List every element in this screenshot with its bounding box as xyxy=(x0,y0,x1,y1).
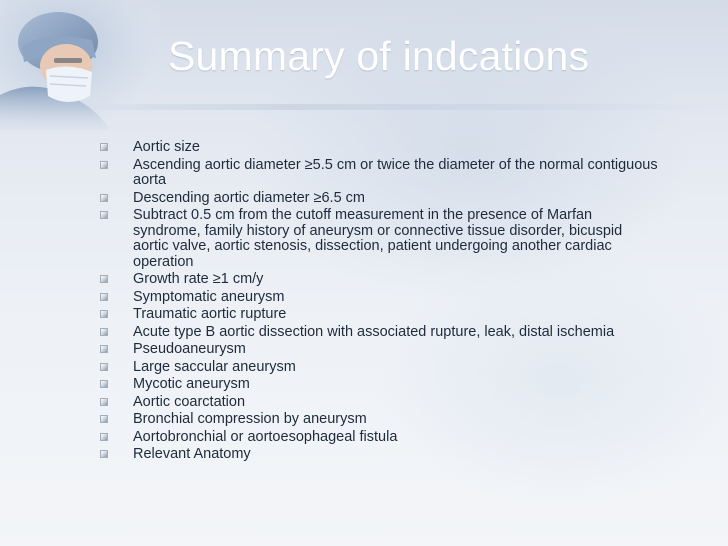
bullet-list xyxy=(98,140,658,465)
square-bullet-icon xyxy=(100,433,108,441)
list-item xyxy=(98,158,658,189)
square-bullet-icon xyxy=(100,345,108,353)
list-item xyxy=(98,377,658,393)
list-item xyxy=(98,360,658,376)
square-bullet-icon xyxy=(100,415,108,423)
bullet-text: Aortic coarctation xyxy=(133,393,246,410)
bullet-text: Mycotic aneurysm xyxy=(133,376,250,392)
bullet-text: Bronchial compression by aneurysm xyxy=(133,411,367,427)
bullet-text: Descending aortic diameter ≥6.5 cm xyxy=(133,189,366,206)
list-item xyxy=(98,395,658,411)
list-item xyxy=(98,325,658,341)
square-bullet-icon xyxy=(100,194,108,202)
list-item xyxy=(98,140,658,156)
slide-title: Summary of indcations xyxy=(168,33,590,79)
list-item xyxy=(98,272,658,288)
square-bullet-icon xyxy=(100,143,108,151)
list-item xyxy=(98,342,658,358)
square-bullet-icon xyxy=(100,310,108,318)
square-bullet-icon xyxy=(100,398,108,406)
square-bullet-icon xyxy=(100,161,108,169)
list-item xyxy=(98,290,658,306)
bullet-text: Pseudoaneurysm xyxy=(133,341,246,357)
bullet-text: Growth rate ≥1 cm/y xyxy=(133,271,264,287)
list-item xyxy=(98,430,658,446)
bullet-text: Subtract 0.5 cm from the cutoff measurement in the presence of Marfan syndrome, family history of aneurysm or connective tissue disorder, bicuspid aortic valve, aortic stenosis, dissection, patient undergoing another cardiac operation xyxy=(133,207,623,270)
square-bullet-icon xyxy=(100,380,108,388)
bullet-text: Large saccular aneurysm xyxy=(133,358,296,375)
square-bullet-icon xyxy=(100,363,108,371)
bullet-text: Traumatic aortic rupture xyxy=(133,306,287,322)
list-item xyxy=(98,412,658,428)
list-item xyxy=(98,191,658,207)
bullet-text: Acute type B aortic dissection with associated rupture, leak, distal ischemia xyxy=(133,323,615,340)
bullet-text: Aortobronchial or aortoesophageal fistula xyxy=(133,428,398,445)
bullet-text: Relevant Anatomy xyxy=(133,446,251,462)
square-bullet-icon xyxy=(100,211,108,219)
square-bullet-icon xyxy=(100,328,108,336)
bullet-text: Symptomatic aneurysm xyxy=(133,288,285,305)
square-bullet-icon xyxy=(100,450,108,458)
list-item xyxy=(98,447,658,463)
list-item xyxy=(98,208,658,270)
surgeon-photo xyxy=(0,0,160,130)
list-item xyxy=(98,307,658,323)
square-bullet-icon xyxy=(100,275,108,283)
bullet-text: Aortic size xyxy=(133,139,200,155)
square-bullet-icon xyxy=(100,293,108,301)
bullet-text: Ascending aortic diameter ≥5.5 cm or twice the diameter of the normal contiguous aorta xyxy=(133,156,658,188)
